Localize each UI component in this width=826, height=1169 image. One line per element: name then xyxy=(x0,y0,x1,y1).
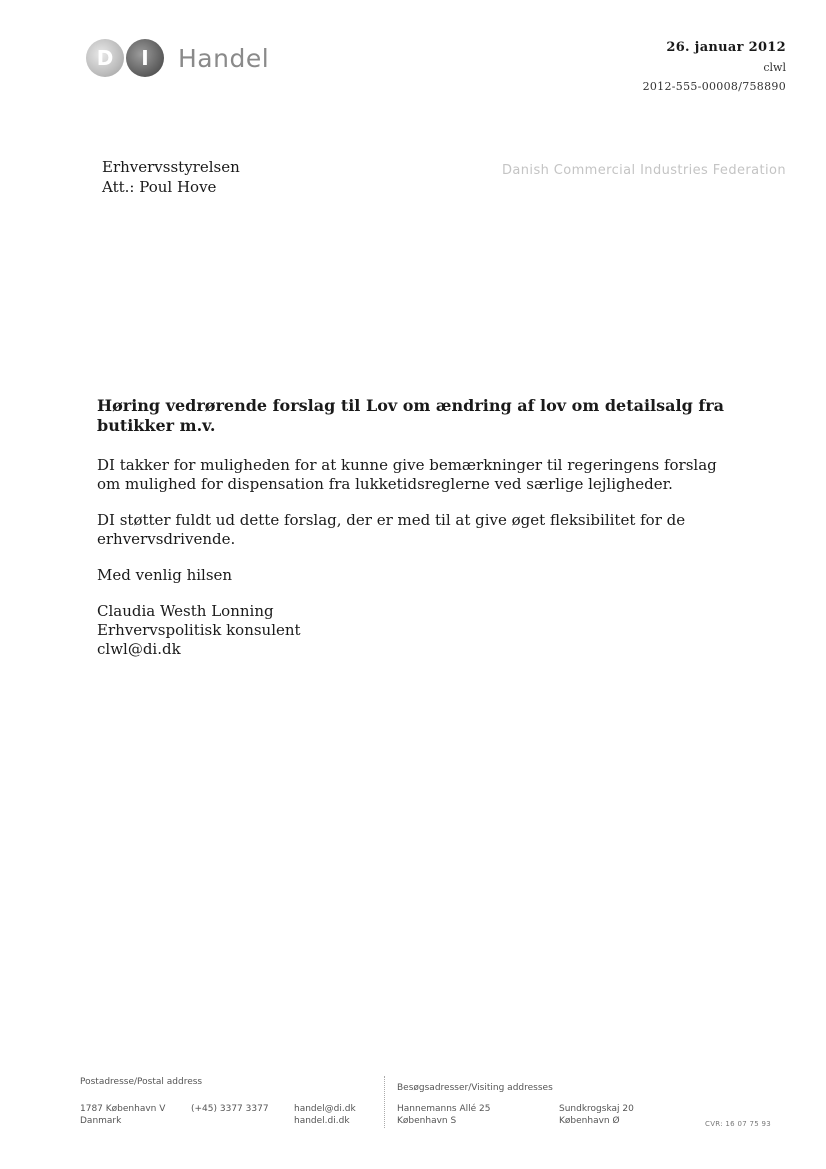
footer-web-link[interactable]: handel.di.dk xyxy=(294,1116,350,1126)
contact-links xyxy=(294,1103,356,1127)
signature-title: Erhvervspolitisk konsulent xyxy=(97,621,301,639)
letter-subject: Høring vedrørende forslag til Lov om ændring af lov om detailsalg fra butikker m.v. xyxy=(97,396,725,435)
reference-number: 2012-555-00008/758890 xyxy=(642,80,786,93)
logo-d-letter: D xyxy=(96,46,114,70)
phone-number: (+45) 3377 3377 xyxy=(191,1104,269,1114)
visit1-street: Hannemanns Allé 25 xyxy=(397,1104,491,1114)
letter-body xyxy=(97,396,727,659)
signature-name: Claudia Westh Lonning xyxy=(97,602,274,620)
paragraph-1: DI takker for muligheden for at kunne give bemærkninger til regeringens forslag om mulighed for dispensation fra lukketidsreglerne ved særlige lejligheder. xyxy=(97,456,717,493)
footer-divider xyxy=(384,1076,385,1128)
recipient-organization: Erhvervsstyrelsen xyxy=(102,158,240,176)
postal-city: 1787 København V xyxy=(80,1104,166,1114)
letter-meta xyxy=(643,40,786,93)
footer-email-link[interactable]: handel@di.dk xyxy=(294,1104,356,1114)
cvr-number: CVR: 16 07 75 93 xyxy=(705,1120,772,1128)
visit2-city: København Ø xyxy=(559,1116,620,1126)
logo-wordmark: Handel xyxy=(178,43,270,73)
signature-block xyxy=(97,602,727,659)
di-handel-logo xyxy=(86,36,269,80)
closing: Med venlig hilsen xyxy=(97,566,233,584)
visiting-address-2 xyxy=(559,1103,634,1127)
visit2-street: Sundkrogskaj 20 xyxy=(559,1104,634,1114)
letter-date: 26. januar 2012 xyxy=(666,40,786,55)
signature-email[interactable]: clwl@di.dk xyxy=(97,640,181,658)
visiting-address-label: Besøgsadresser/Visiting addresses xyxy=(397,1083,553,1093)
logo-i-letter: I xyxy=(141,46,149,70)
organization-tagline: Danish Commercial Industries Federation xyxy=(502,163,786,178)
postal-address xyxy=(80,1103,165,1127)
author-initials: clwl xyxy=(763,61,786,74)
recipient-block xyxy=(102,157,240,197)
logo-d-circle xyxy=(86,39,124,77)
visiting-address-1 xyxy=(397,1103,490,1127)
paragraph-2: DI støtter fuldt ud dette forslag, der er med til at give øget fleksibilitet for de erhvervsdrivende. xyxy=(97,511,686,548)
visit1-city: København S xyxy=(397,1116,457,1126)
logo-i-circle xyxy=(126,39,164,77)
recipient-attention: Att.: Poul Hove xyxy=(102,178,217,196)
postal-country: Danmark xyxy=(80,1116,122,1126)
postal-address-label: Postadresse/Postal address xyxy=(80,1077,203,1087)
